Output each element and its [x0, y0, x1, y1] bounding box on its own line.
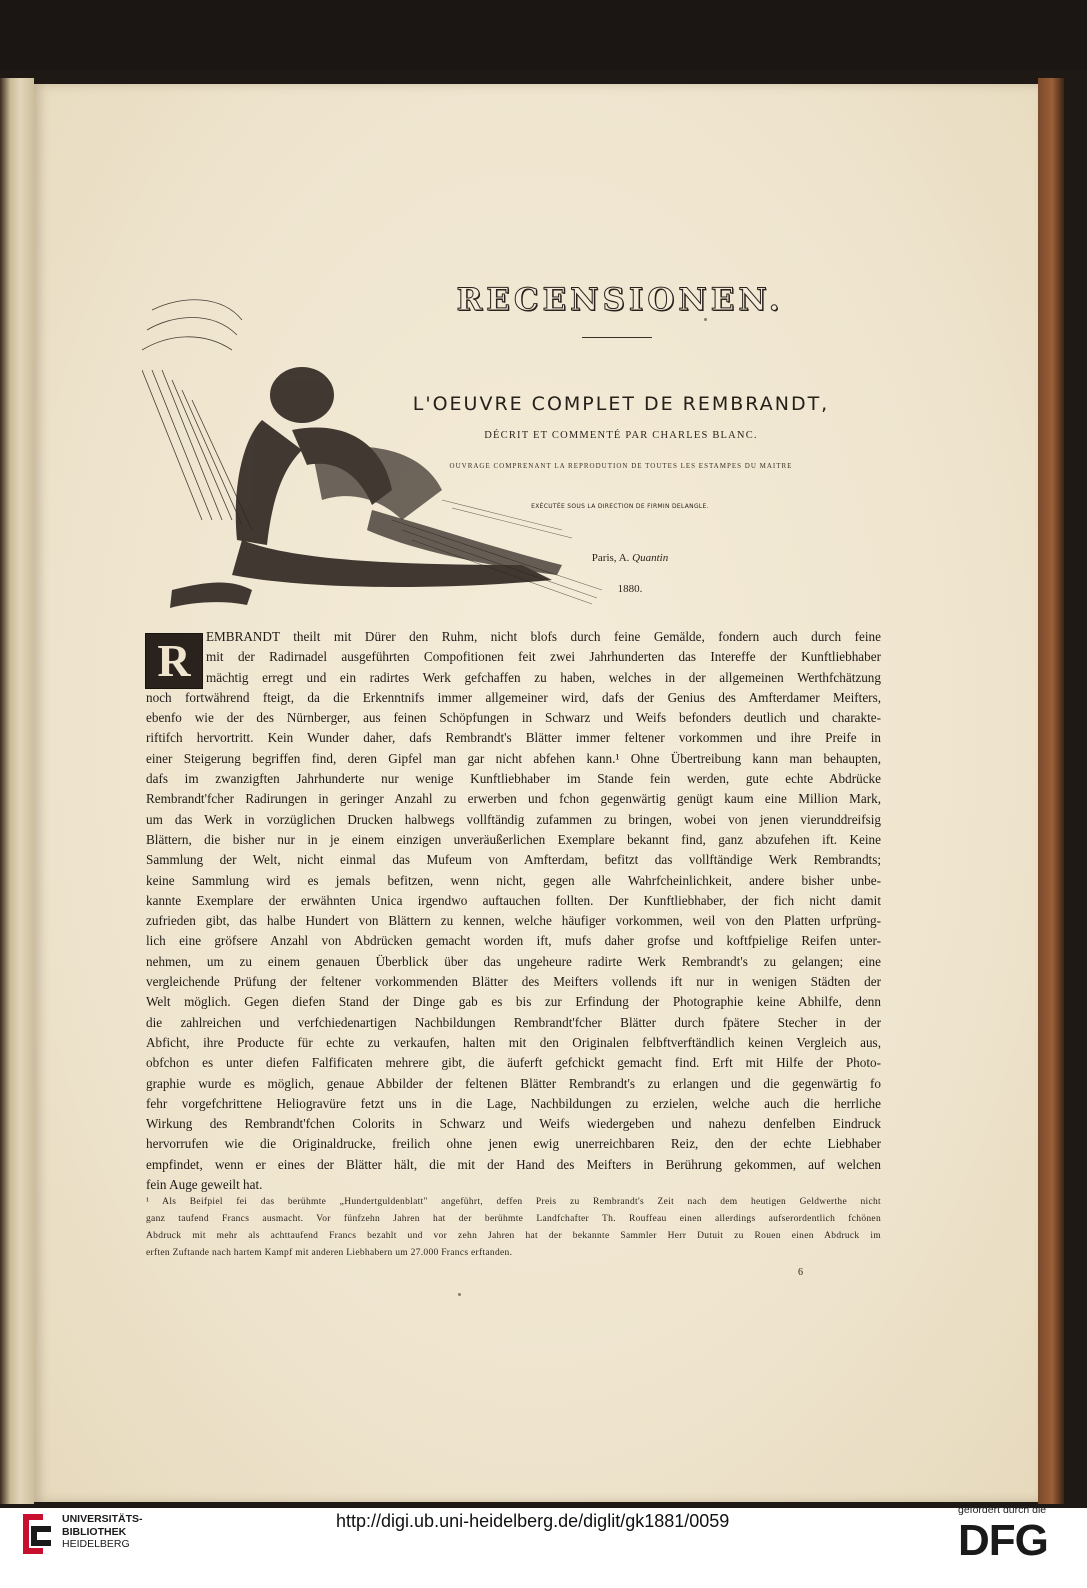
body-line: Abficht, ihre Producte für echte zu verkaufen, halten mit den Originalen felbftverftändlich keinen Vergleich aus,	[146, 1034, 881, 1050]
footnote	[146, 1194, 881, 1262]
body-line: fein Auge geweilt hat.	[146, 1177, 263, 1193]
body-line: keine Sammlung wird es jemals befitzen, wenn nicht, gegen alle Wahrfcheinlichkeit, andere bisher unbe-	[146, 872, 881, 888]
body-line: hervorrufen wie die Originaldrucke, freilich ohne jenen ewig unerreichbaren Reiz, den der echte Liebhaber	[146, 1136, 881, 1152]
body-line: mächtig erregt und ein radirtes Werk gefchaffen zu haben, welches in der allgemeinen Werthfchätzung	[206, 669, 881, 685]
body-line: lich eine gröfsere Anzahl von Abdrücken gemacht worden ift, mufs daher grofse und koftfpielige Reifen unter-	[146, 933, 881, 949]
body-line: Sammlung der Welt, nicht einmal das Mufeum von Amfterdam, befitzt das vollftändige Werk Rembrandts;	[146, 852, 881, 868]
body-line: einer Steigerung begriffen find, deren Gipfel man gar nicht abfehen kann.¹ Ohne Übertreibung kann man behaupten,	[146, 750, 881, 766]
library-name-line1: UNIVERSITÄTS-	[62, 1513, 143, 1525]
work-title: L'OEUVRE COMPLET DE REMBRANDT,	[412, 393, 830, 415]
page-number: 6	[798, 1267, 803, 1278]
body-line: kannte Exemplare der erwähnten Unica irgendwo auftauchen follten. Der Kunftliebhaber, der fich nicht damit	[146, 892, 881, 908]
body-line: dafs im zwanzigften Jahrhunderte nur wenige Kunftliebhaber im Stande fein werden, gute echte Abdrücke	[146, 771, 881, 787]
publication-year: 1880.	[617, 583, 643, 595]
body-line: ebenfo wie der des Nürnberger, aus feinen Schöpfungen in Schwarz und Weifs befonders deutlich und charakte-	[146, 710, 881, 726]
body-line: nehmen, um zu einem genauen Überblick über das ungeheure radirte Werk Rembrandt's zu gelangen; eine	[146, 953, 881, 969]
footnote-line: Abdruck mit mehr als achttaufend Francs bezahlt und vor zehn Jahren hat der bekannte Sammler Herr Dutuit zu Rouen einen Abdruck im	[146, 1231, 881, 1241]
rembrandt-etching-illustration	[142, 290, 612, 625]
body-line: Rembrandt'fcher Radirungen in geringer Anzahl zu erwerben und fchon gegenwärtig genügt kaum eine Million Mark,	[146, 791, 881, 807]
publication-place	[560, 552, 700, 564]
library-name[interactable]	[62, 1513, 143, 1551]
work-description: OUVRAGE COMPRENANT LA REPRODUTION DE TOUTES LES ESTAMPES DU MAITRE	[449, 462, 793, 470]
body-line: mit der Radirnadel ausgeführten Compofitionen feit zwei Jahrhunderten das Intereffe der Kunftliebhaber	[206, 649, 881, 665]
author-byline: DÉCRIT ET COMMENTÉ PAR CHARLES BLANC.	[484, 430, 758, 441]
dfg-logo[interactable]: DFG	[958, 1516, 1048, 1565]
body-line: riftifch hervortritt. Kein Wunder daher, dafs Rembrandt's Blätter immer feltener vorkommen und ihre Preife in	[146, 730, 881, 746]
page-title: RECENSIONEN.	[456, 282, 784, 318]
body-line: EMBRANDT theilt mit Dürer den Ruhm, nicht blofs durch feine Gemälde, fondern auch durch feine	[206, 629, 881, 644]
footnote-line: ganz taufend Francs ausmacht. Vor fünfzehn Jahren hat der berühmte Landfchafter Th. Rouffeau einen allerdings aufserordentlich fchönen	[146, 1214, 881, 1224]
permalink-url[interactable]: http://digi.ub.uni-heidelberg.de/diglit/gk1881/0059	[336, 1511, 730, 1531]
body-line: Welt möglich. Gegen diefen Stand der Dinge gab es bis zur Erfindung der Photographie keine Abhilfe, denn	[146, 994, 881, 1010]
body-line: obfchon es unter diefen Falfificaten mehrere gibt, die äuferft gefchickt gemacht find. Erft mit Hilfe der Photo-	[146, 1055, 881, 1071]
library-name-line3: HEIDELBERG	[62, 1538, 130, 1550]
footnote-line: erften Zuftande nach hartem Kampf mit anderen Liebhabern um 27.000 Francs erftanden.	[146, 1248, 513, 1258]
funding-note: gefördert durch die	[958, 1504, 1047, 1516]
book-cover-right	[1038, 78, 1064, 1504]
paper-speck	[458, 1293, 461, 1296]
body-line: um das Werk in vorzüglichen Drucken halbwegs vollftändig zufammen zu bringen, wobei von jenen vierunddreifsig	[146, 811, 881, 827]
footnote-line: ¹ Als Beifpiel fei das berühmte „Hundertguldenblatt" angeführt, deffen Preis zu Rembrandt's Zeit nach dem heutigen Geldwerthe nicht	[146, 1197, 881, 1207]
body-line: graphie wurde es möglich, genaue Abbilder der feltenen Blätter Rembrandt's zu erlangen und die gegenwärtig fo	[146, 1075, 881, 1091]
body-line: Blättern, die bisher nur in je einem einzigen unveräußerlichen Exemplare bekannt find, ganz abzufehen ift. Keine	[146, 831, 881, 847]
body-line: fehr vorgefchrittene Heliogravüre fetzt uns in die Lage, Nachbildungen zu erzielen, welche auch die herrliche	[146, 1095, 881, 1111]
publisher-name: Quantin	[632, 552, 669, 564]
direction-credit: EXÉCUTÉE SOUS LA DIRECTION DE FIRMIN DELANGLE.	[531, 503, 709, 510]
library-name-line2: BIBLIOTHEK	[62, 1525, 127, 1538]
body-line: die zahlreichen und verfchiedenartigen Nachbildungen Rembrandt'fcher Blätter durch fpätere Stecher in der	[146, 1014, 881, 1030]
place-text: Paris, A.	[591, 552, 630, 564]
body-line: zufrieden gibt, das halbe Hundert von Blättern zu kennen, welche häufiger vorkommen, weil von den Platten urfprüng-	[146, 913, 881, 929]
university-library-logo-icon[interactable]	[21, 1510, 55, 1556]
body-line: vergleichende Prüfung der feltener vorkommenden Blätter des Meifters vollends ift nur in wenigen Städten der	[146, 974, 881, 990]
review-body	[146, 627, 881, 1195]
body-line: noch fortwährend fteigt, da die Erkenntnifs immer allgemeiner wird, dafs der Genius des Amfterdamer Meifters,	[146, 689, 881, 705]
body-line: Wirkung des Rembrandt'fchen Colorits in Schwarz und Weifs wiedergeben und nahezu denfelben Eindruck	[146, 1116, 881, 1132]
body-line: empfindet, wenn er eines der Blätter hält, die mit der Hand des Meifters in Berührung gekommen, auf welchen	[146, 1156, 881, 1172]
paper-speck	[704, 318, 707, 321]
book-spine-left	[0, 78, 34, 1504]
drop-cap-letter: R	[157, 635, 191, 686]
